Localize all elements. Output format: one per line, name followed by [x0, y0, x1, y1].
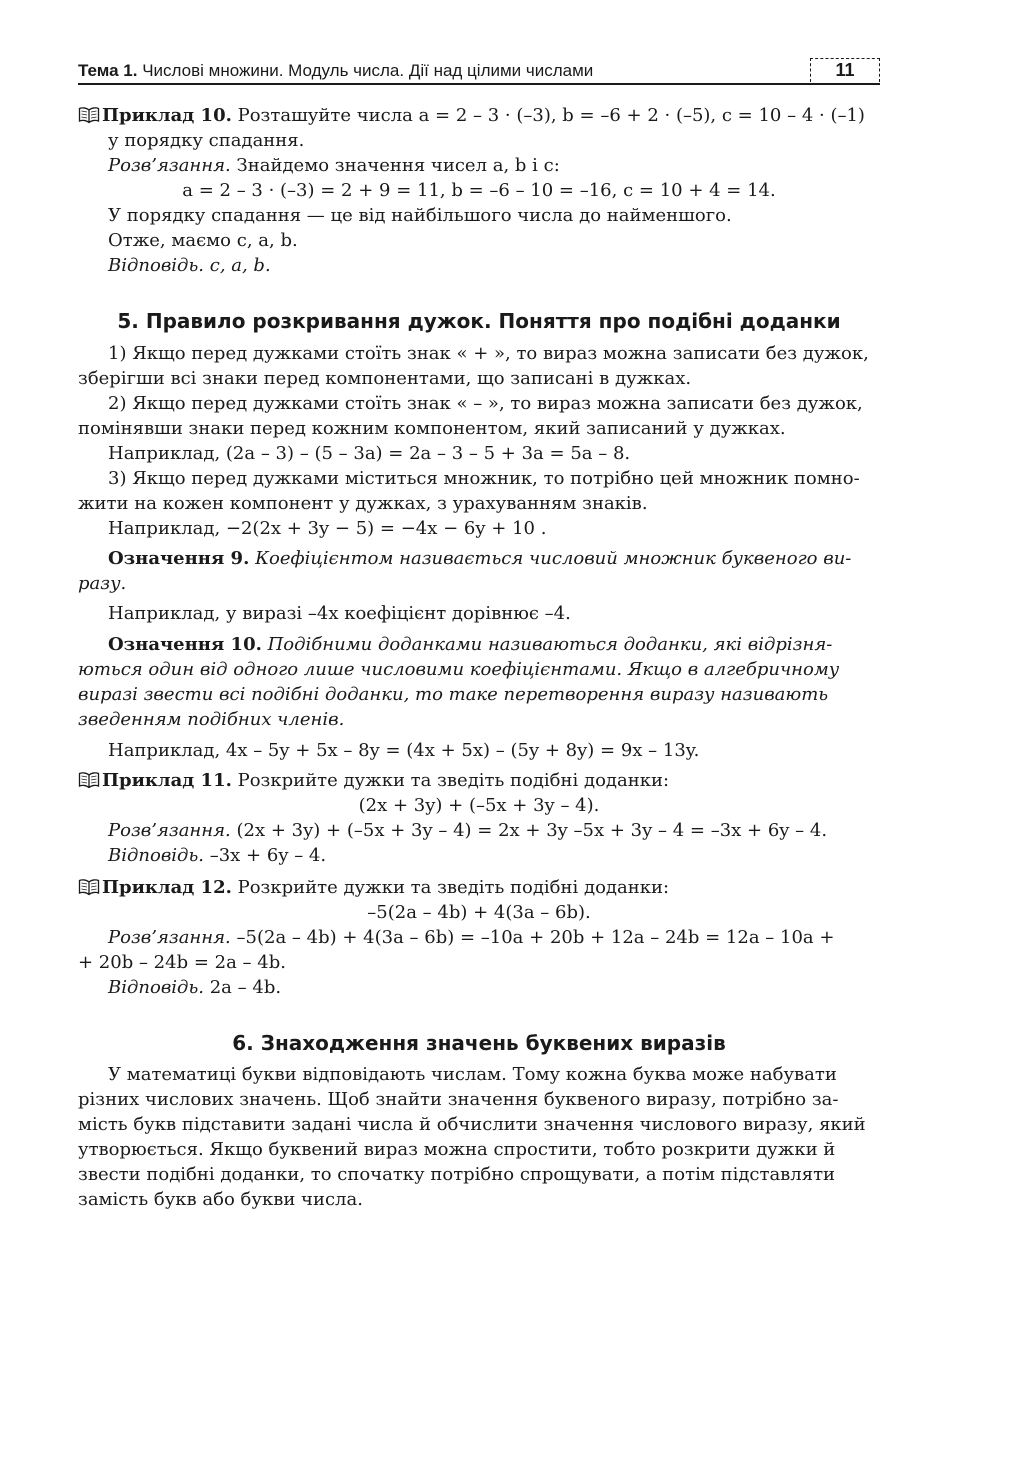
section6-line1: У математиці букви відповідають числам. Тому кожна буква може набувати — [108, 1064, 837, 1085]
example10-line4: Отже, маємо c, a, b. — [108, 230, 298, 251]
example10-task-line2: у порядку спадання. — [108, 130, 305, 151]
definition9-label: Означення 9. — [108, 548, 250, 569]
open-book-icon — [78, 103, 102, 128]
example12-solution-line2: + 20b – 24b = 2a – 4b. — [78, 952, 286, 973]
example10-answer-label: Відповідь. — [108, 255, 204, 276]
example10-solution-text: Знайдемо значення чисел a, b і c: — [236, 155, 560, 176]
example11-solution — [78, 818, 880, 843]
definition10-line3: виразі звести всі подібні доданки, то таке перетворення виразу називають — [78, 684, 829, 705]
open-book-icon — [78, 875, 102, 900]
section6-line2: різних числових значень. Щоб знайти значення буквеного виразу, потрібно за- — [78, 1089, 839, 1110]
page-number: 11 — [810, 58, 880, 82]
example11-answer-text: –3x + 6y – 4. — [209, 845, 327, 866]
example12-answer-label: Відповідь. — [108, 977, 204, 998]
definition9-line2: разу. — [78, 573, 127, 594]
example10-calc: a = 2 – 3 · (–3) = 2 + 9 = 11, b = –6 – 10 = –16, c = 10 + 4 = 14. — [182, 180, 776, 201]
section5-p3-line2: жити на кожен компонент у дужках, з урахуванням знаків. — [78, 493, 648, 514]
example10-answer-text: c, a, b. — [209, 255, 271, 276]
definition10-label: Означення 10. — [108, 634, 262, 655]
section6-line6: замість букв або букви числа. — [78, 1189, 363, 1210]
definition10-line2: ються один від одного лише числовими коефіцієнтами. Якщо в алгебричному — [78, 659, 840, 680]
example12-task — [78, 875, 880, 900]
section5-example3: Наприклад, у виразі –4x коефіцієнт дорівнює –4. — [108, 603, 571, 624]
example10-solution — [78, 153, 880, 178]
section5-p2-line2: помінявши знаки перед кожним компонентом, який записаний у дужках. — [78, 418, 786, 439]
example12-answer — [78, 975, 880, 1000]
example11-task-text: Розкрийте дужки та зведіть подібні доданки: — [237, 770, 670, 791]
example12-expression: –5(2a – 4b) + 4(3a – 6b). — [367, 902, 591, 923]
open-book-icon — [78, 768, 102, 793]
definition9-text: Коефіцієнтом називається числовий множник буквеного ви- — [255, 548, 852, 569]
section5-p1-line1: 1) Якщо перед дужками стоїть знак « + », то вираз можна записати без дужок, — [108, 343, 869, 364]
running-header — [78, 57, 880, 85]
section6-heading: 6. Знаходження значень буквених виразів — [232, 1031, 726, 1055]
definition9-line1 — [78, 546, 880, 571]
example11-solution-label: Розв’язання. — [108, 820, 231, 841]
section6-line4: утворюється. Якщо буквений вираз можна спростити, тобто розкрити дужки й — [78, 1139, 836, 1160]
example12-task-text: Розкрийте дужки та зведіть подібні доданки: — [237, 877, 670, 898]
example12-solution-line1 — [78, 925, 880, 950]
example10-label: Приклад 10. — [102, 105, 232, 126]
example12-solution-label: Розв’язання. — [108, 927, 231, 948]
example12-label: Приклад 12. — [102, 877, 232, 898]
section5-example4: Наприклад, 4x – 5y + 5x – 8y = (4x + 5x) – (5y + 8y) = 9x – 13y. — [108, 740, 700, 761]
header-title — [78, 61, 593, 81]
example10-answer — [78, 253, 880, 278]
definition10-text: Подібними доданками називаються доданки, які відрізня- — [267, 634, 833, 655]
section5-p3-line1: 3) Якщо перед дужками міститься множник, то потрібно цей множник помно- — [108, 468, 860, 489]
section5-example2: Наприклад, −2(2x + 3y − 5) = −4x − 6y + 10 . — [108, 518, 547, 539]
section5-p2-line1: 2) Якщо перед дужками стоїть знак « – », то вираз можна записати без дужок, — [108, 393, 863, 414]
example10-task-line1 — [78, 103, 880, 128]
example12-answer-text: 2a – 4b. — [209, 977, 282, 998]
example11-expression: (2x + 3y) + (–5x + 3y – 4). — [358, 795, 600, 816]
example10-line3: У порядку спадання — це від найбільшого числа до найменшого. — [108, 205, 732, 226]
example12-solution-text: –5(2a – 4b) + 4(3a – 6b) = –10a + 20b + 12a – 24b = 12a – 10a + — [236, 927, 835, 948]
section5-p1-line2: зберігши всі знаки перед компонентами, що записані в дужках. — [78, 368, 692, 389]
section6-line3: мість букв підставити задані числа й обчислити значення числового виразу, який — [78, 1114, 866, 1135]
definition10-line4: зведенням подібних членів. — [78, 709, 345, 730]
example10-solution-label: Розв’язання. — [108, 155, 231, 176]
example11-task — [78, 768, 880, 793]
example11-answer-label: Відповідь. — [108, 845, 204, 866]
header-topic-label: Тема 1. — [78, 61, 138, 80]
example11-label: Приклад 11. — [102, 770, 232, 791]
section5-heading: 5. Правило розкривання дужок. Поняття про подібні доданки — [117, 309, 841, 333]
example10-task-text: Розташуйте числа a = 2 – 3 · (–3), b = –6 + 2 · (–5), c = 10 – 4 · (–1) — [237, 105, 865, 126]
example11-solution-text: (2x + 3y) + (–5x + 3y – 4) = 2x + 3y –5x + 3y – 4 = –3x + 6y – 4. — [236, 820, 828, 841]
section5-example1: Наприклад, (2a – 3) – (5 – 3a) = 2a – 3 – 5 + 3a = 5a – 8. — [108, 443, 631, 464]
definition10-line1 — [78, 632, 880, 657]
header-topic-text: Числові множини. Модуль числа. Дії над цілими числами — [142, 61, 594, 80]
section6-line5: звести подібні доданки, то спочатку потрібно спрощувати, а потім підставляти — [78, 1164, 836, 1185]
example11-answer — [78, 843, 880, 868]
